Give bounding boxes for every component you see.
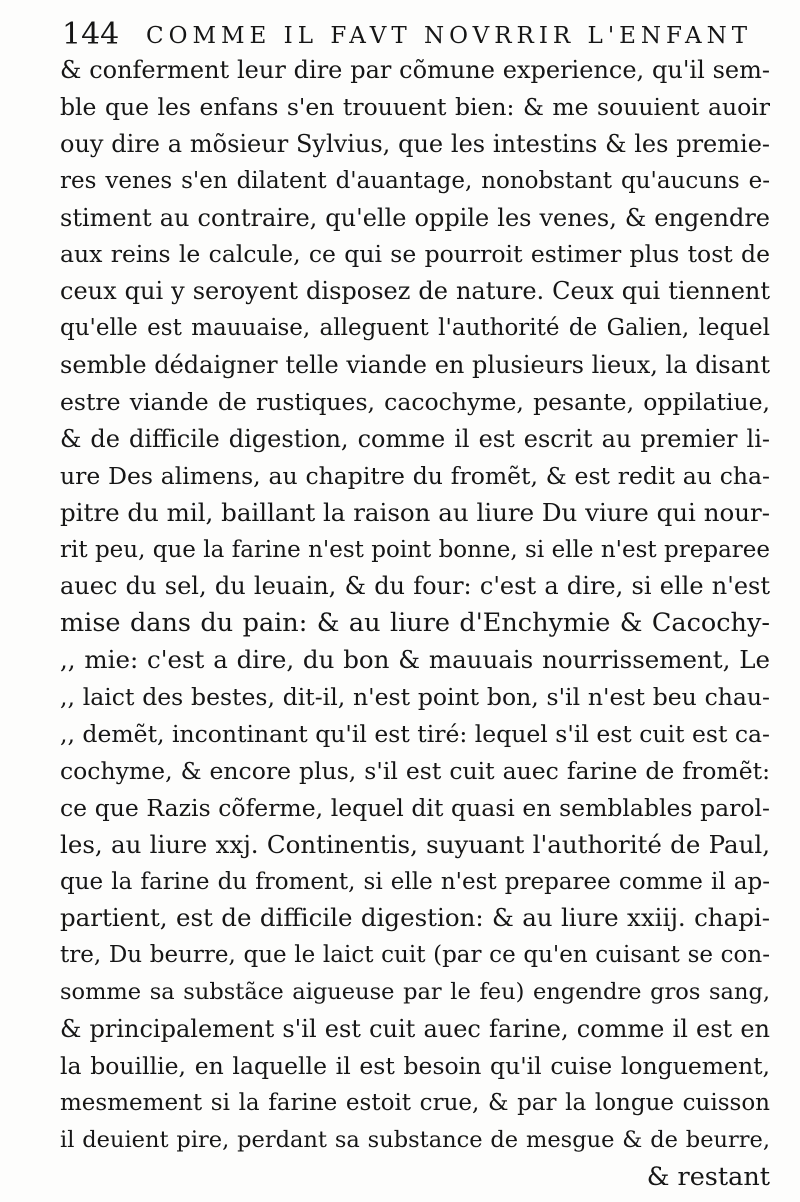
text-line: que la farine du froment, si elle n'est preparee comme il ap- — [60, 868, 770, 895]
text-line: il deuient pire, perdant sa substance de mesgue & de beurre, — [60, 1126, 770, 1153]
text-line: ceux qui y seroyent disposez de nature. Ceux qui tiennent — [60, 277, 770, 306]
text-line: somme sa substãce aigueuse par le feu) engendre gros sang, — [60, 979, 770, 1006]
text-line: qu'elle est mauuaise, alleguent l'authorité de Galien, lequel — [60, 315, 770, 342]
text-line: ure Des alimens, au chapitre du fromẽt, & est redit au cha- — [60, 461, 770, 490]
running-title: COMME IL FAVT NOVRRIR L'ENFANT — [146, 23, 753, 49]
text-line: les, au liure xxj. Continentis, suyuant l'authorité de Paul, — [60, 829, 770, 859]
text-line: la bouillie, en laquelle il est besoin qu'il cuise longuement, — [60, 1052, 770, 1081]
text-line: ble que les enfans s'en trouuent bien: & me souuient auoir — [60, 92, 770, 121]
page-number: 144 — [62, 17, 120, 52]
text-line: estre viande de rustiques, cacochyme, pesante, oppilatiue, — [60, 388, 770, 417]
text-line: ce que Razis cõferme, lequel dit quasi en semblables parol- — [60, 793, 770, 822]
text-line: auec du sel, du leuain, & du four: c'est a dire, si elle n'est — [60, 572, 770, 601]
text-line: aux reins le calcule, ce qui se pourroit estimer plus tost de — [60, 240, 770, 269]
body-text — [60, 52, 770, 1196]
running-head — [62, 18, 762, 52]
text-line: ouy dire a mõsieur Sylvius, que les intestins & les premie- — [60, 129, 770, 158]
text-line: ,, demẽt, incontinant qu'il est tiré: lequel s'il est cuit est ca- — [60, 720, 770, 749]
text-line: mesmement si la farine estoit crue, & par la longue cuisson — [60, 1089, 770, 1116]
text-line: rit peu, que la farine n'est point bonne, si elle n'est preparee — [60, 536, 770, 563]
catchword: & restant — [646, 1161, 770, 1192]
text-line: & principalement s'il est cuit auec farine, comme il est en — [60, 1015, 770, 1044]
text-line: res venes s'en dilatent d'auantage, nonobstant qu'aucuns e- — [60, 167, 770, 194]
text-line: & conferment leur dire par cõmune experience, qu'il sem- — [60, 56, 770, 84]
text-line: semble dédaigner telle viande en plusieurs lieux, la disant — [60, 351, 770, 380]
text-line: partient, est de difficile digestion: & au liure xxiij. chapi- — [60, 903, 770, 933]
text-line: tre, Du beurre, que le laict cuit (par ce qu'en cuisant se con- — [60, 942, 770, 969]
text-line: ,, laict des bestes, dit-il, n'est point bon, s'il n'est beu chau- — [60, 683, 770, 712]
text-line: cochyme, & encore plus, s'il est cuit auec farine de fromẽt: — [60, 756, 770, 785]
text-line: & de difficile digestion, comme il est escrit au premier li- — [60, 424, 770, 453]
text-line: pitre du mil, baillant la raison au liure Du viure qui nour- — [60, 497, 770, 527]
text-line: ,, mie: c'est a dire, du bon & mauuais nourrissement, Le — [60, 645, 770, 675]
text-line: stiment au contraire, qu'elle oppile les venes, & engendre — [60, 203, 770, 232]
text-line: mise dans du pain: & au liure d'Enchymie & Cacochy- — [60, 608, 770, 639]
